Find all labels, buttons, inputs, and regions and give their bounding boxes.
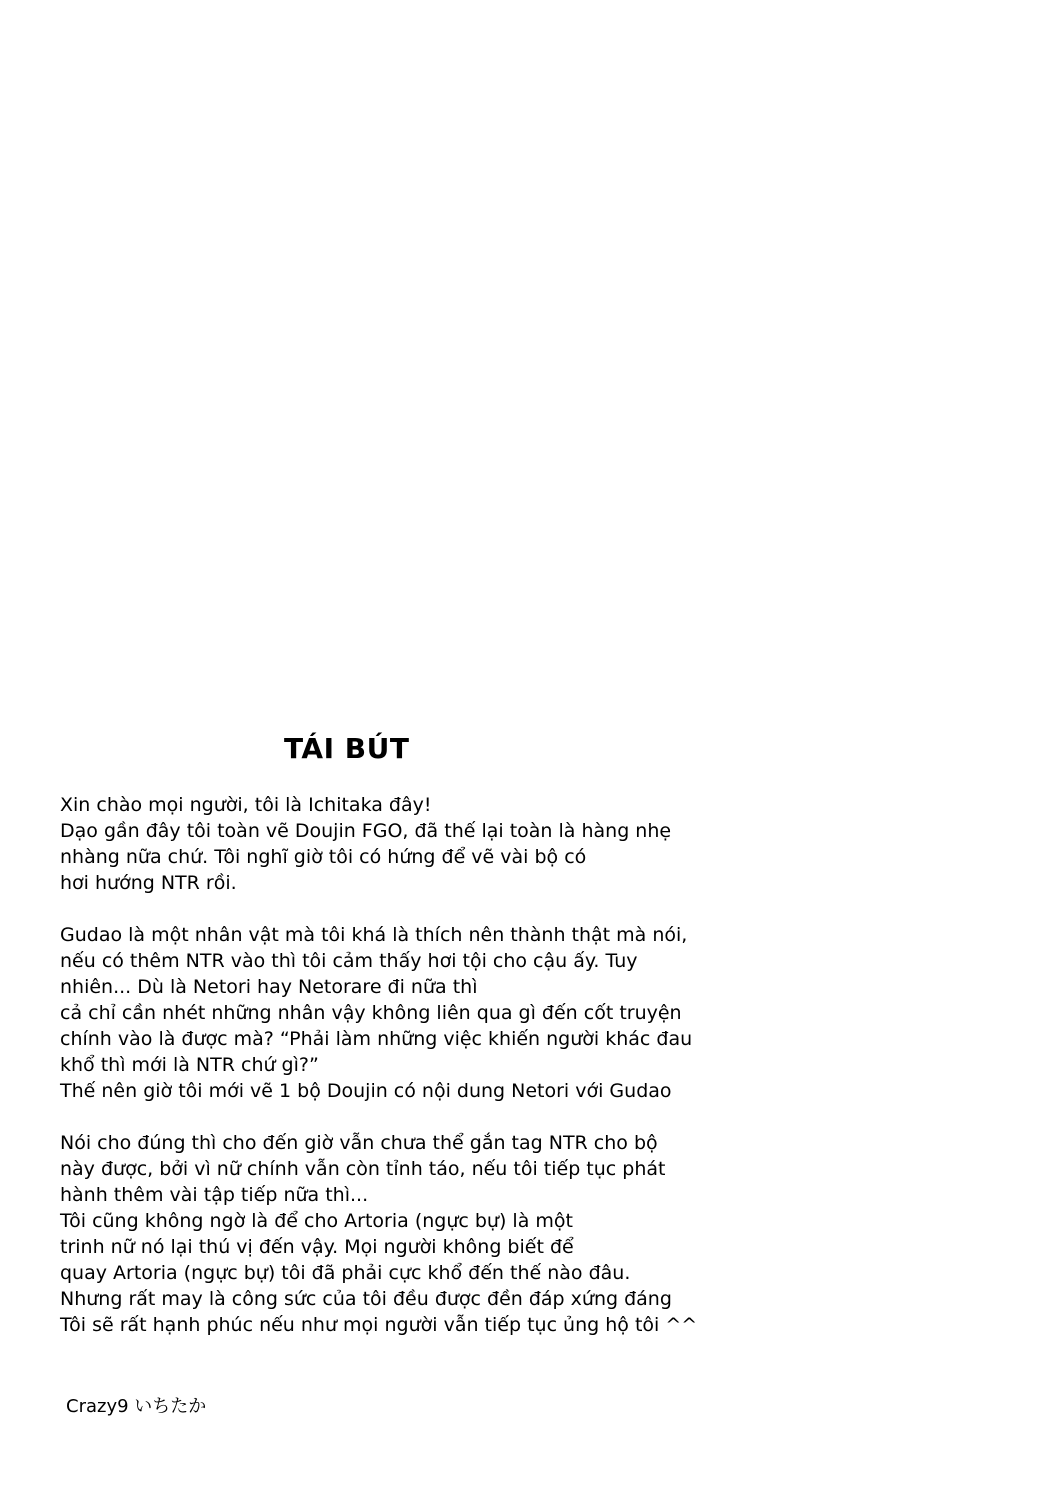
paragraph-1	[60, 792, 780, 896]
text-line: cả chỉ cần nhét những nhân vậy không liên qua gì đến cốt truyện	[60, 1002, 682, 1024]
text-line: nhàng nữa chứ. Tôi nghĩ giờ tôi có hứng để vẽ vài bộ có	[60, 846, 587, 868]
text-line: quay Artoria (ngực bự) tôi đã phải cực khổ đến thế nào đâu.	[60, 1262, 631, 1284]
text-line: hơi hướng NTR rồi.	[60, 872, 237, 894]
text-line: này được, bởi vì nữ chính vẫn còn tỉnh táo, nếu tôi tiếp tục phát	[60, 1158, 666, 1180]
text-line: Thế nên giờ tôi mới vẽ 1 bộ Doujin có nội dung Netori với Gudao	[60, 1080, 672, 1102]
paragraph-2	[60, 922, 780, 1104]
text-line: Xin chào mọi người, tôi là Ichitaka đây!	[60, 794, 432, 816]
text-line: chính vào là được mà? “Phải làm những việc khiến người khác đau	[60, 1028, 693, 1050]
text-line: hành thêm vài tập tiếp nữa thì...	[60, 1184, 369, 1206]
text-line: Tôi sẽ rất hạnh phúc nếu như mọi người vẫn tiếp tục ủng hộ tôi ^^	[60, 1314, 698, 1336]
text-line: nếu có thêm NTR vào thì tôi cảm thấy hơi tội cho cậu ấy. Tuy	[60, 950, 638, 972]
text-line: Tôi cũng không ngờ là để cho Artoria (ngực bự) là một	[60, 1210, 573, 1232]
text-line: khổ thì mới là NTR chứ gì?”	[60, 1054, 319, 1076]
text-line: Gudao là một nhân vật mà tôi khá là thích nên thành thật mà nói,	[60, 924, 688, 946]
text-line: Dạo gần đây tôi toàn vẽ Doujin FGO, đã thế lại toàn là hàng nhẹ	[60, 820, 672, 842]
text-line: trinh nữ nó lại thú vị đến vậy. Mọi người không biết để	[60, 1236, 574, 1258]
text-line: Nói cho đúng thì cho đến giờ vẫn chưa thể gắn tag NTR cho bộ	[60, 1132, 658, 1154]
paragraph-3	[60, 1130, 780, 1338]
page-title: TÁI BÚT	[284, 732, 410, 765]
text-line: Nhưng rất may là công sức của tôi đều được đền đáp xứng đáng	[60, 1288, 672, 1310]
afterword-body	[60, 792, 780, 1364]
text-line: nhiên... Dù là Netori hay Netorare đi nữa thì	[60, 976, 478, 998]
author-signature: Crazy9 いちたか	[66, 1396, 207, 1417]
